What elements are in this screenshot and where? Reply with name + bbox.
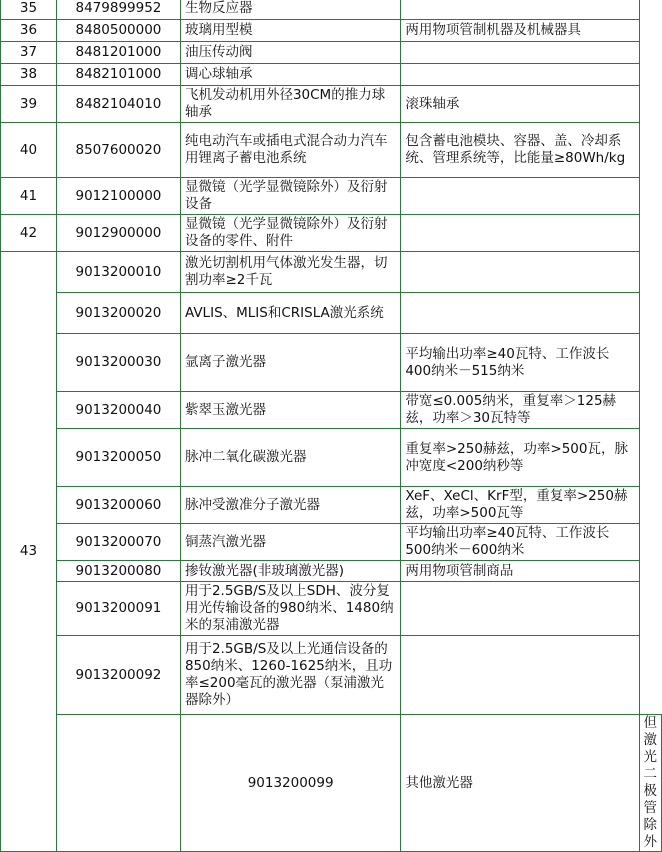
hs-code: 8507600020	[56, 123, 180, 178]
hs-code: 9013200010	[56, 252, 180, 293]
product-name: 氩离子激光器	[180, 334, 400, 392]
remark	[401, 215, 639, 252]
table-row	[1, 64, 662, 86]
product-name: 显微镜（光学显微镜除外）及衍射设备的零件、附件	[180, 215, 400, 252]
row-number: 36	[1, 20, 57, 42]
hs-code: 9013200060	[56, 487, 180, 524]
product-name: 脉冲二氧化碳激光器	[180, 429, 400, 487]
hs-code: 9012900000	[56, 215, 180, 252]
remark: 两用物项管制机器及机械器具	[401, 20, 639, 42]
product-name: 飞机发动机用外径30CM的推力球轴承	[180, 86, 400, 123]
remark	[401, 42, 639, 64]
row-number: 37	[1, 42, 57, 64]
remark	[401, 0, 639, 20]
product-name: 脉冲受激准分子激光器	[180, 487, 400, 524]
hs-code: 8479899952	[56, 0, 180, 20]
hs-code: 9013200092	[56, 636, 180, 715]
table-row	[1, 86, 662, 123]
hs-code: 9013200050	[56, 429, 180, 487]
hs-code: 9012100000	[56, 178, 180, 215]
table-row	[1, 524, 662, 561]
table-row	[1, 293, 662, 334]
product-name: 掺钕激光器(非玻璃激光器)	[180, 561, 400, 582]
table-row	[1, 582, 662, 636]
hs-code: 8482104010	[56, 86, 180, 123]
table-row	[1, 0, 662, 20]
remark: 平均输出功率≥40瓦特、工作波长500纳米－600纳米	[401, 524, 639, 561]
remark	[401, 582, 639, 636]
row-number: 35	[1, 0, 57, 20]
table-row	[1, 178, 662, 215]
remark: 重复率>250赫兹，功率>500瓦，脉冲宽度<200纳秒等	[401, 429, 639, 487]
row-number	[56, 715, 180, 852]
product-name: 铜蒸汽激光器	[180, 524, 400, 561]
row-number: 40	[1, 123, 57, 178]
product-name: 生物反应器	[180, 0, 400, 20]
remark: 包含蓄电池模块、容器、盖、冷却系统、管理系统等，比能量≥80Wh/kg	[401, 123, 639, 178]
hs-code: 9013200099	[180, 715, 400, 852]
product-name: 其他激光器	[401, 715, 639, 852]
hs-code: 9013200030	[56, 334, 180, 392]
hs-code: 9013200070	[56, 524, 180, 561]
row-number: 41	[1, 178, 57, 215]
hs-code: 9013200080	[56, 561, 180, 582]
remark: 带宽≤0.005纳米，重复率＞125赫兹，功率＞30瓦特等	[401, 392, 639, 429]
hs-code: 8480500000	[56, 20, 180, 42]
product-name: 玻璃用型模	[180, 20, 400, 42]
product-name: 用于2.5GB/S及以上SDH、波分复用光传输设备的980纳米、1480纳米的泵浦激光器	[180, 582, 400, 636]
hs-code: 8482101000	[56, 64, 180, 86]
table-row	[1, 429, 662, 487]
table-row	[1, 215, 662, 252]
product-name: 油压传动阀	[180, 42, 400, 64]
hs-code: 9013200040	[56, 392, 180, 429]
product-name: 紫翠玉激光器	[180, 392, 400, 429]
hs-code: 9013200091	[56, 582, 180, 636]
table-row	[1, 636, 662, 715]
table-row	[1, 487, 662, 524]
table-row	[1, 252, 662, 293]
table-row	[1, 334, 662, 392]
product-name: 激光切割机用气体激光发生器，切割功率≥2千瓦	[180, 252, 400, 293]
remark	[401, 293, 639, 334]
remark: 但激光二极管除外	[639, 715, 662, 852]
hs-code: 9013200020	[56, 293, 180, 334]
remark	[401, 178, 639, 215]
table-row	[1, 42, 662, 64]
product-name: 调心球轴承	[180, 64, 400, 86]
product-name: 纯电动汽车或插电式混合动力汽车用锂离子蓄电池系统	[180, 123, 400, 178]
table-row	[1, 392, 662, 429]
row-number: 39	[1, 86, 57, 123]
product-name: 显微镜（光学显微镜除外）及衍射设备	[180, 178, 400, 215]
remark	[401, 636, 639, 715]
row-number: 42	[1, 215, 57, 252]
remark: 滚珠轴承	[401, 86, 639, 123]
remark: XeF、XeCl、KrF型，重复率>250赫兹，功率>500瓦等	[401, 487, 639, 524]
row-number: 38	[1, 64, 57, 86]
remark: 两用物项管制商品	[401, 561, 639, 582]
product-name: AVLIS、MLIS和CRISLA激光系统	[180, 293, 400, 334]
table-row	[1, 715, 662, 852]
product-name: 用于2.5GB/S及以上光通信设备的850纳米、1260-1625纳米，且功率≤200毫瓦的激光器（泵浦激光器除外）	[180, 636, 400, 715]
table-row	[1, 20, 662, 42]
remark: 平均输出功率≥40瓦特、工作波长400纳米－515纳米	[401, 334, 639, 392]
table-row	[1, 561, 662, 582]
hs-code: 8481201000	[56, 42, 180, 64]
remark	[401, 64, 639, 86]
row-number: 43	[1, 252, 57, 852]
table-row	[1, 123, 662, 178]
remark	[401, 252, 639, 293]
